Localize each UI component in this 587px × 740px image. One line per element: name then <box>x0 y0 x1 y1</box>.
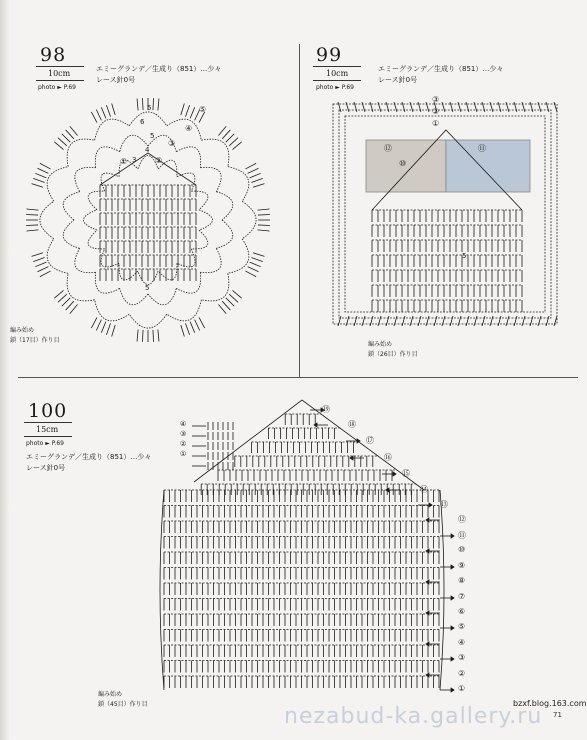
d98-label-4: ④ <box>185 124 193 133</box>
pattern-98-photo-ref: photo ► P.69 <box>38 84 76 91</box>
row-label: ⑪ <box>458 531 466 540</box>
page-number: 71 <box>553 711 562 719</box>
left-row-label: ② <box>180 440 187 448</box>
pattern-98-needle: レース針0号 <box>96 76 136 84</box>
row-label: ⑮ <box>402 469 410 478</box>
pattern-98-start-note-1: 編み始め <box>10 327 35 334</box>
row-label: ④ <box>458 638 466 647</box>
watermark: nezabud-ka.gallery.ru <box>284 704 543 729</box>
row-label: ⑱ <box>348 420 356 429</box>
pattern-98-number: 98 <box>40 44 67 66</box>
pattern-100-start-note-2: 鎖（45目）作り目 <box>98 701 148 708</box>
row-label: ⑥ <box>458 607 466 616</box>
d98-count-5b: 5 <box>150 132 155 140</box>
left-row-label: ④ <box>180 420 187 428</box>
row-label: ③ <box>458 653 466 662</box>
d99-label-1: ① <box>432 119 440 128</box>
left-row-label: ① <box>180 450 187 458</box>
d98-count-5c: 5 <box>145 284 150 292</box>
row-label: ⑤ <box>458 622 466 631</box>
d99-count-5: 5 <box>462 252 467 260</box>
pattern-98-size: 10cm <box>48 69 71 78</box>
row-label: ⑲ <box>322 405 330 414</box>
d99-label-3: ③ <box>432 95 440 104</box>
diagram-100-house-panel <box>160 400 454 692</box>
d98-label-1: ① <box>120 157 128 166</box>
d99-label-11: ⑪ <box>478 144 486 153</box>
pattern-99-start-note-2: 鎖（26目）作り目 <box>368 351 418 358</box>
d98-label-2: ② <box>155 156 163 165</box>
pattern-98-material: エミーグランデ／生成り（851）…少々 <box>96 65 222 73</box>
pattern-99-start-note-1: 編み始め <box>368 341 393 348</box>
left-row-label: ③ <box>180 430 187 438</box>
row-label: ⑩ <box>458 545 466 554</box>
row-label: ⑭ <box>420 485 428 494</box>
pattern-100-photo-ref: photo ► P.69 <box>26 440 64 447</box>
diagram-98-round-doily <box>26 98 270 342</box>
row-label: ⑨ <box>458 561 466 570</box>
diagram-99-square-doily <box>333 102 557 326</box>
row-label: ⑰ <box>366 436 374 445</box>
blog-credit: bzxf.blog.163.com <box>513 699 587 708</box>
row-label: ① <box>458 684 466 693</box>
d98-count-5a: 5 <box>147 104 152 112</box>
d98-count-4: 4 <box>145 146 150 154</box>
d99-label-2: ② <box>432 107 440 116</box>
row-label: ⑦ <box>458 592 466 601</box>
d98-label-3: ③ <box>168 139 176 148</box>
pattern-100-needle: レース針0号 <box>26 464 66 472</box>
pattern-98-start-note-2: 鎖（17目）作り目 <box>10 337 60 344</box>
row-label: ⑧ <box>458 576 466 585</box>
pattern-100-number: 100 <box>28 400 68 422</box>
row-label: ⑯ <box>384 453 392 462</box>
pattern-99-photo-ref: photo ► P.69 <box>316 84 354 91</box>
row-label: ⑬ <box>440 500 448 509</box>
pattern-100-size: 15cm <box>36 425 59 434</box>
d98-count-6: 6 <box>140 118 145 126</box>
pattern-99-material: エミーグランデ／生成り（851）…少々 <box>378 65 504 73</box>
pattern-99-number: 99 <box>316 44 343 66</box>
row-label: ② <box>458 669 466 678</box>
d98-label-5: ⑤ <box>199 105 207 114</box>
pattern-100-start-note-1: 編み始め <box>98 691 123 698</box>
pattern-99-size: 10cm <box>326 69 349 78</box>
d99-label-12: ⑫ <box>384 144 392 153</box>
d99-label-10: ⑩ <box>399 159 407 168</box>
pattern-99-needle: レース針0号 <box>378 76 418 84</box>
pattern-100-material: エミーグランデ／生成り（851）…少々 <box>26 453 152 461</box>
d98-count-3: 3 <box>132 156 137 164</box>
row-label: ⑫ <box>458 515 466 524</box>
